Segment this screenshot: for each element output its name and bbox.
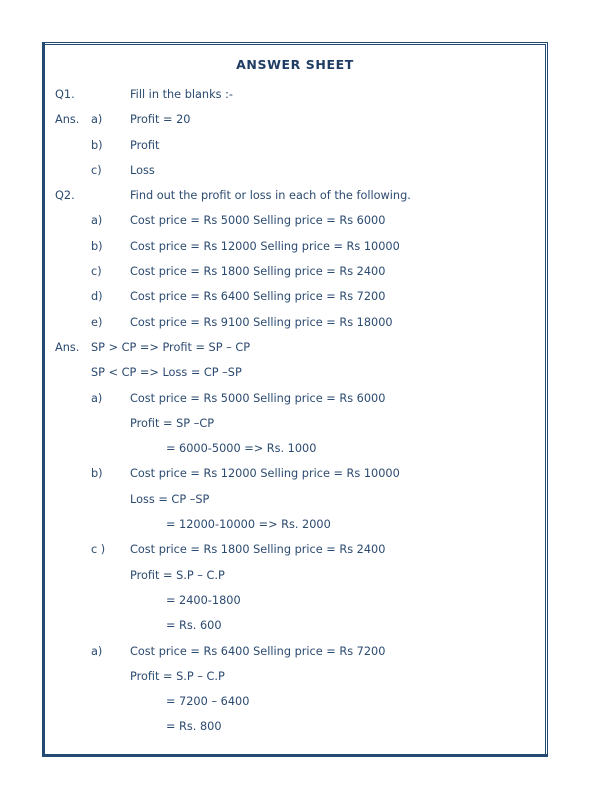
line-text: SP < CP => Loss = CP –SP [91,366,242,380]
line-text: Cost price = Rs 1800 Selling price = Rs 2400 [130,543,386,557]
answer-line [55,689,535,714]
answer-line [55,133,535,158]
answer-line [55,436,535,461]
line-letter: b) [91,467,103,481]
answer-line [55,310,535,335]
line-letter: a) [91,113,103,127]
line-text: Cost price = Rs 5000 Selling price = Rs 6000 [130,214,386,228]
line-letter: d) [91,290,103,304]
line-text: Find out the profit or loss in each of the following. [130,189,411,203]
answer-line [55,183,535,208]
answer-line [55,613,535,638]
title-spacer [55,74,535,82]
answer-line [55,107,535,132]
answer-sheet-body [45,45,545,754]
line-text: Cost price = Rs 5000 Selling price = Rs 6000 [130,391,386,405]
line-letter: c) [91,265,102,279]
line-letter: e) [91,315,103,329]
line-letter: b) [91,138,103,152]
line-text: Cost price = Rs 12000 Selling price = Rs 10000 [130,467,400,481]
answer-line [55,284,535,309]
line-text: Profit [130,138,160,152]
line-text: = 7200 – 6400 [166,695,250,709]
line-text: = 2400-1800 [166,593,241,607]
line-tag: Q2. [55,189,75,203]
answer-line [55,588,535,613]
line-text: Fill in the blanks :- [130,88,233,101]
line-tag: Q1. [55,88,75,101]
line-text: Cost price = Rs 1800 Selling price = Rs 2400 [130,265,386,279]
answer-lines [55,82,535,740]
answer-line [55,82,535,107]
answer-line [55,259,535,284]
line-text: Cost price = Rs 12000 Selling price = Rs 10000 [130,239,400,253]
answer-line [55,234,535,259]
line-text: Loss = CP –SP [130,492,210,506]
page-title: ANSWER SHEET [236,57,354,72]
line-text: Profit = SP –CP [130,416,215,430]
line-text: SP > CP => Profit = SP – CP [91,340,251,354]
answer-line [55,461,535,486]
line-text: Cost price = Rs 6400 Selling price = Rs 7200 [130,290,386,304]
line-text: = 12000-10000 => Rs. 2000 [166,518,331,532]
line-letter: b) [91,239,103,253]
line-letter: c) [91,163,102,177]
answer-line [55,360,535,385]
line-tag: Ans. [55,113,80,127]
line-text: Cost price = Rs 9100 Selling price = Rs 18000 [130,315,393,329]
answer-line [55,563,535,588]
line-letter: a) [91,214,103,228]
line-text: Profit = S.P – C.P [130,568,225,582]
answer-line [55,487,535,512]
line-text: Loss [130,163,155,177]
line-text: = 6000-5000 => Rs. 1000 [166,442,317,456]
line-text: Cost price = Rs 6400 Selling price = Rs 7200 [130,644,386,658]
line-text: = Rs. 800 [166,720,222,734]
answer-line [55,512,535,537]
line-tag: Ans. [55,340,80,354]
line-letter: a) [91,644,103,658]
line-letter: c ) [91,543,106,557]
answer-line [55,411,535,436]
answer-line [55,537,535,562]
line-text: Profit = 20 [130,113,191,127]
answer-line [55,386,535,411]
line-letter: a) [91,391,103,405]
answer-line [55,714,535,739]
line-text: = Rs. 600 [166,619,222,633]
line-text: Profit = S.P – C.P [130,669,225,683]
answer-line [55,639,535,664]
answer-line [55,335,535,360]
answer-line [55,664,535,689]
answer-line [55,158,535,183]
answer-sheet-border [42,42,548,757]
answer-line [55,208,535,233]
